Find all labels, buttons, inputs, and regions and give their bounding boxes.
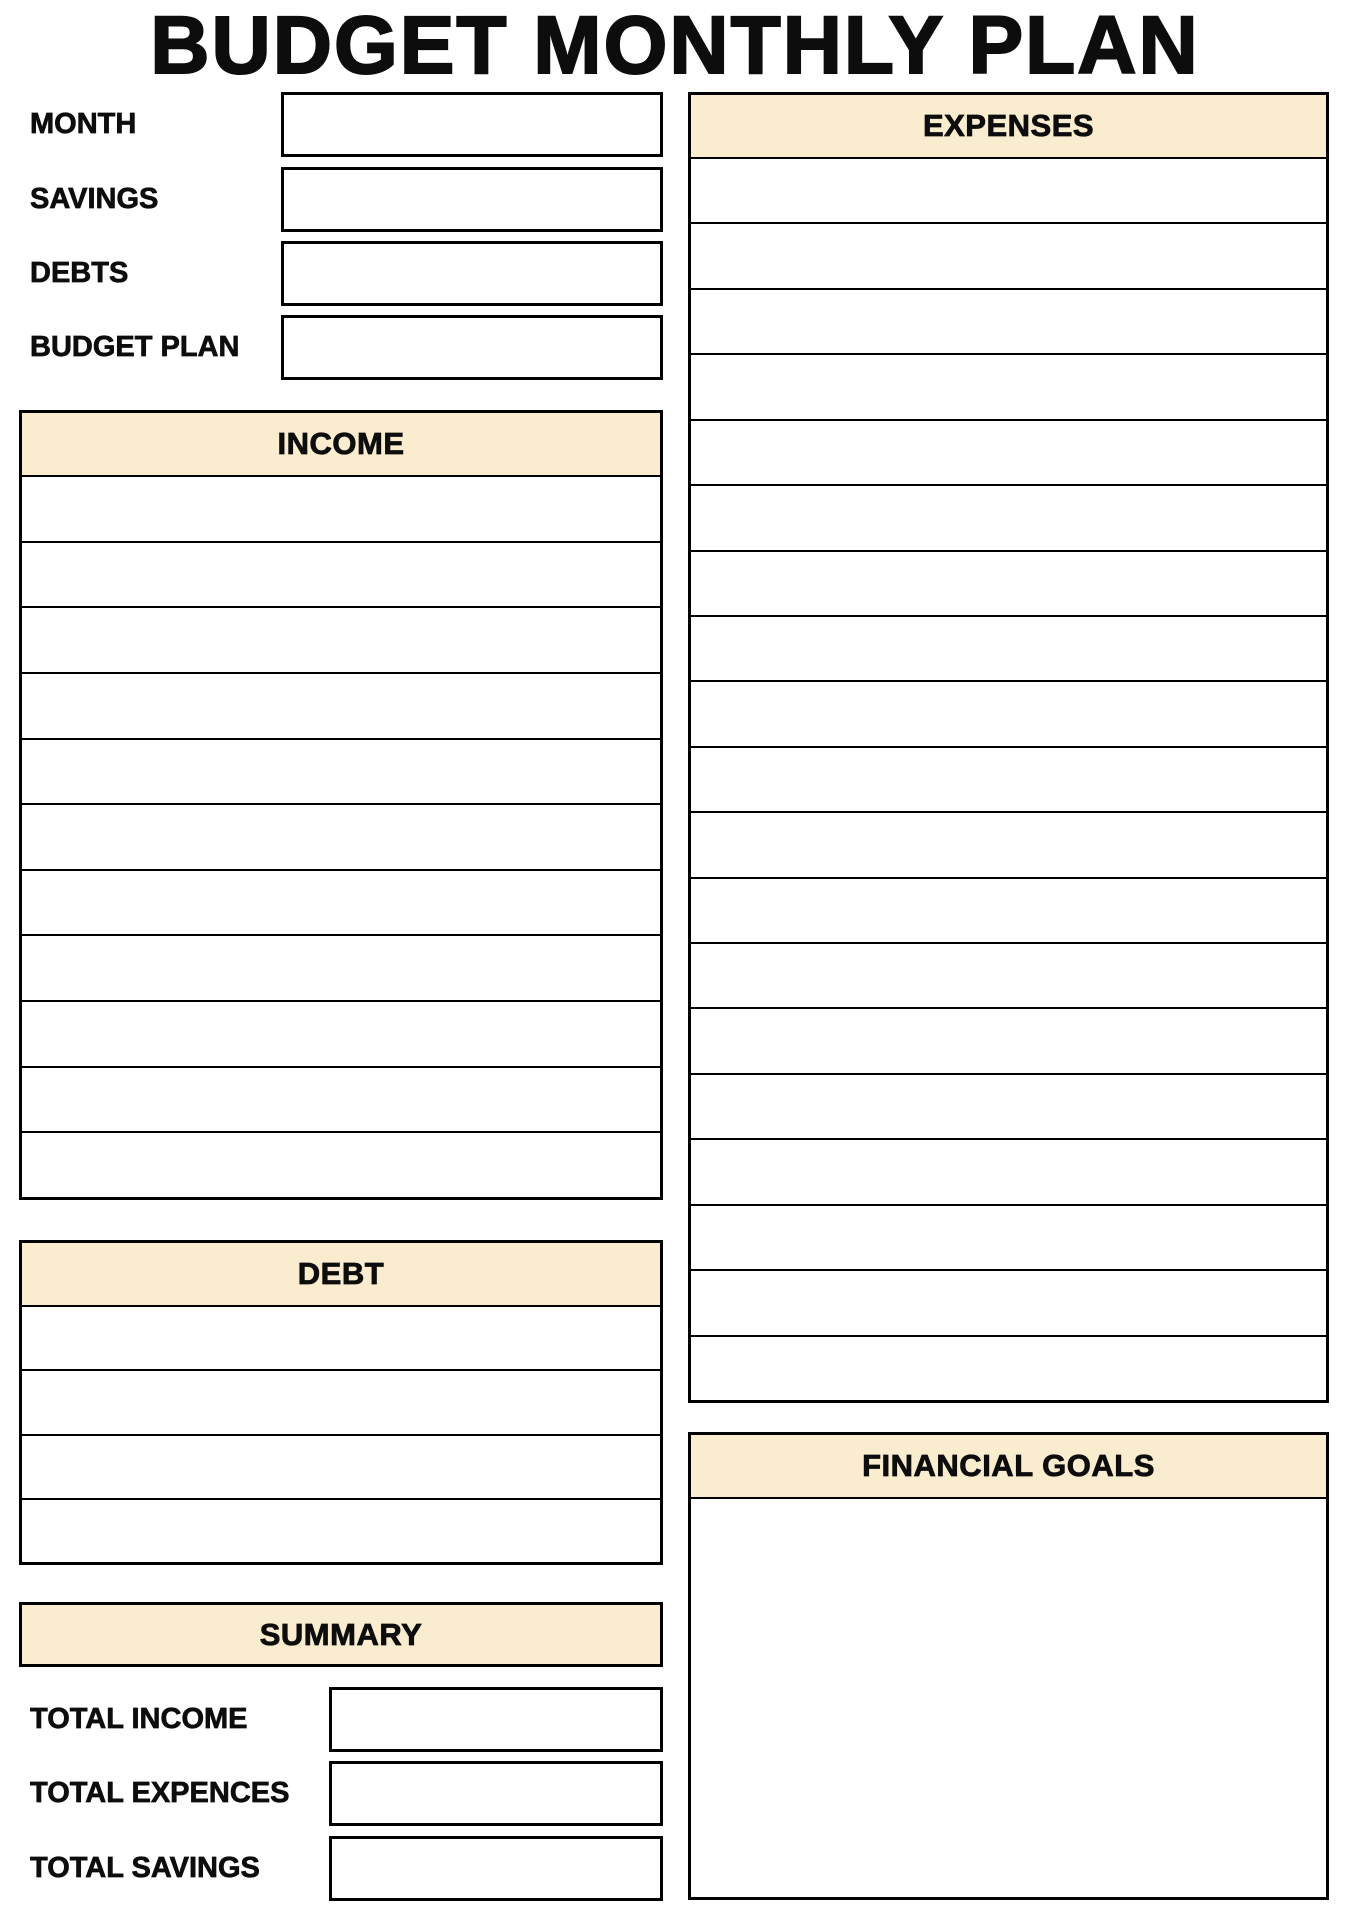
debts-input[interactable] — [281, 241, 663, 306]
debts-label: DEBTS — [30, 257, 129, 289]
summary-header: SUMMARY — [19, 1602, 663, 1667]
income-rows — [22, 475, 660, 1197]
table-row[interactable] — [691, 353, 1326, 418]
expenses-rows — [691, 157, 1326, 1400]
table-row[interactable] — [691, 1335, 1326, 1400]
table-row[interactable] — [22, 738, 660, 804]
table-row[interactable] — [22, 1000, 660, 1066]
table-row[interactable] — [691, 222, 1326, 287]
table-row[interactable] — [691, 484, 1326, 549]
table-row[interactable] — [22, 1066, 660, 1132]
table-row[interactable] — [691, 419, 1326, 484]
page-title: BUDGET MONTHLY PLAN — [150, 0, 1200, 91]
table-row[interactable] — [22, 1305, 660, 1369]
table-row[interactable] — [691, 1007, 1326, 1072]
total-income-label: TOTAL INCOME — [30, 1703, 248, 1735]
table-row[interactable] — [22, 1131, 660, 1197]
table-row[interactable] — [22, 672, 660, 738]
total-income-input[interactable] — [329, 1687, 663, 1752]
table-row[interactable] — [22, 475, 660, 541]
table-row[interactable] — [22, 1369, 660, 1433]
table-row[interactable] — [22, 934, 660, 1000]
total-savings-input[interactable] — [329, 1836, 663, 1901]
table-row[interactable] — [691, 288, 1326, 353]
month-label: MONTH — [30, 108, 137, 140]
table-row[interactable] — [22, 606, 660, 672]
table-row[interactable] — [691, 1073, 1326, 1138]
table-row[interactable] — [691, 680, 1326, 745]
expenses-header: EXPENSES — [691, 95, 1326, 157]
savings-label: SAVINGS — [30, 183, 159, 215]
savings-input[interactable] — [281, 167, 663, 232]
financial-goals-section — [688, 1432, 1329, 1900]
table-row[interactable] — [691, 746, 1326, 811]
income-header: INCOME — [22, 413, 660, 475]
table-row[interactable] — [691, 550, 1326, 615]
table-row[interactable] — [691, 157, 1326, 222]
debt-header: DEBT — [22, 1243, 660, 1305]
table-row[interactable] — [691, 1269, 1326, 1334]
table-row[interactable] — [22, 541, 660, 607]
table-row[interactable] — [691, 1138, 1326, 1203]
table-row[interactable] — [22, 1434, 660, 1498]
table-row[interactable] — [22, 869, 660, 935]
table-row[interactable] — [691, 811, 1326, 876]
budget-plan-input[interactable] — [281, 315, 663, 380]
financial-goals-header: FINANCIAL GOALS — [691, 1435, 1326, 1497]
total-savings-label: TOTAL SAVINGS — [30, 1852, 260, 1884]
budget-plan-label: BUDGET PLAN — [30, 331, 240, 363]
expenses-table — [688, 92, 1329, 1403]
debt-table — [19, 1240, 663, 1565]
table-row[interactable] — [691, 877, 1326, 942]
month-input[interactable] — [281, 92, 663, 157]
table-row[interactable] — [691, 942, 1326, 1007]
total-expences-input[interactable] — [329, 1761, 663, 1826]
table-row[interactable] — [691, 615, 1326, 680]
table-row[interactable] — [22, 1498, 660, 1562]
income-table — [19, 410, 663, 1200]
financial-goals-box[interactable] — [691, 1497, 1326, 1897]
table-row[interactable] — [22, 803, 660, 869]
debt-rows — [22, 1305, 660, 1562]
table-row[interactable] — [691, 1204, 1326, 1269]
total-expences-label: TOTAL EXPENCES — [30, 1777, 290, 1809]
